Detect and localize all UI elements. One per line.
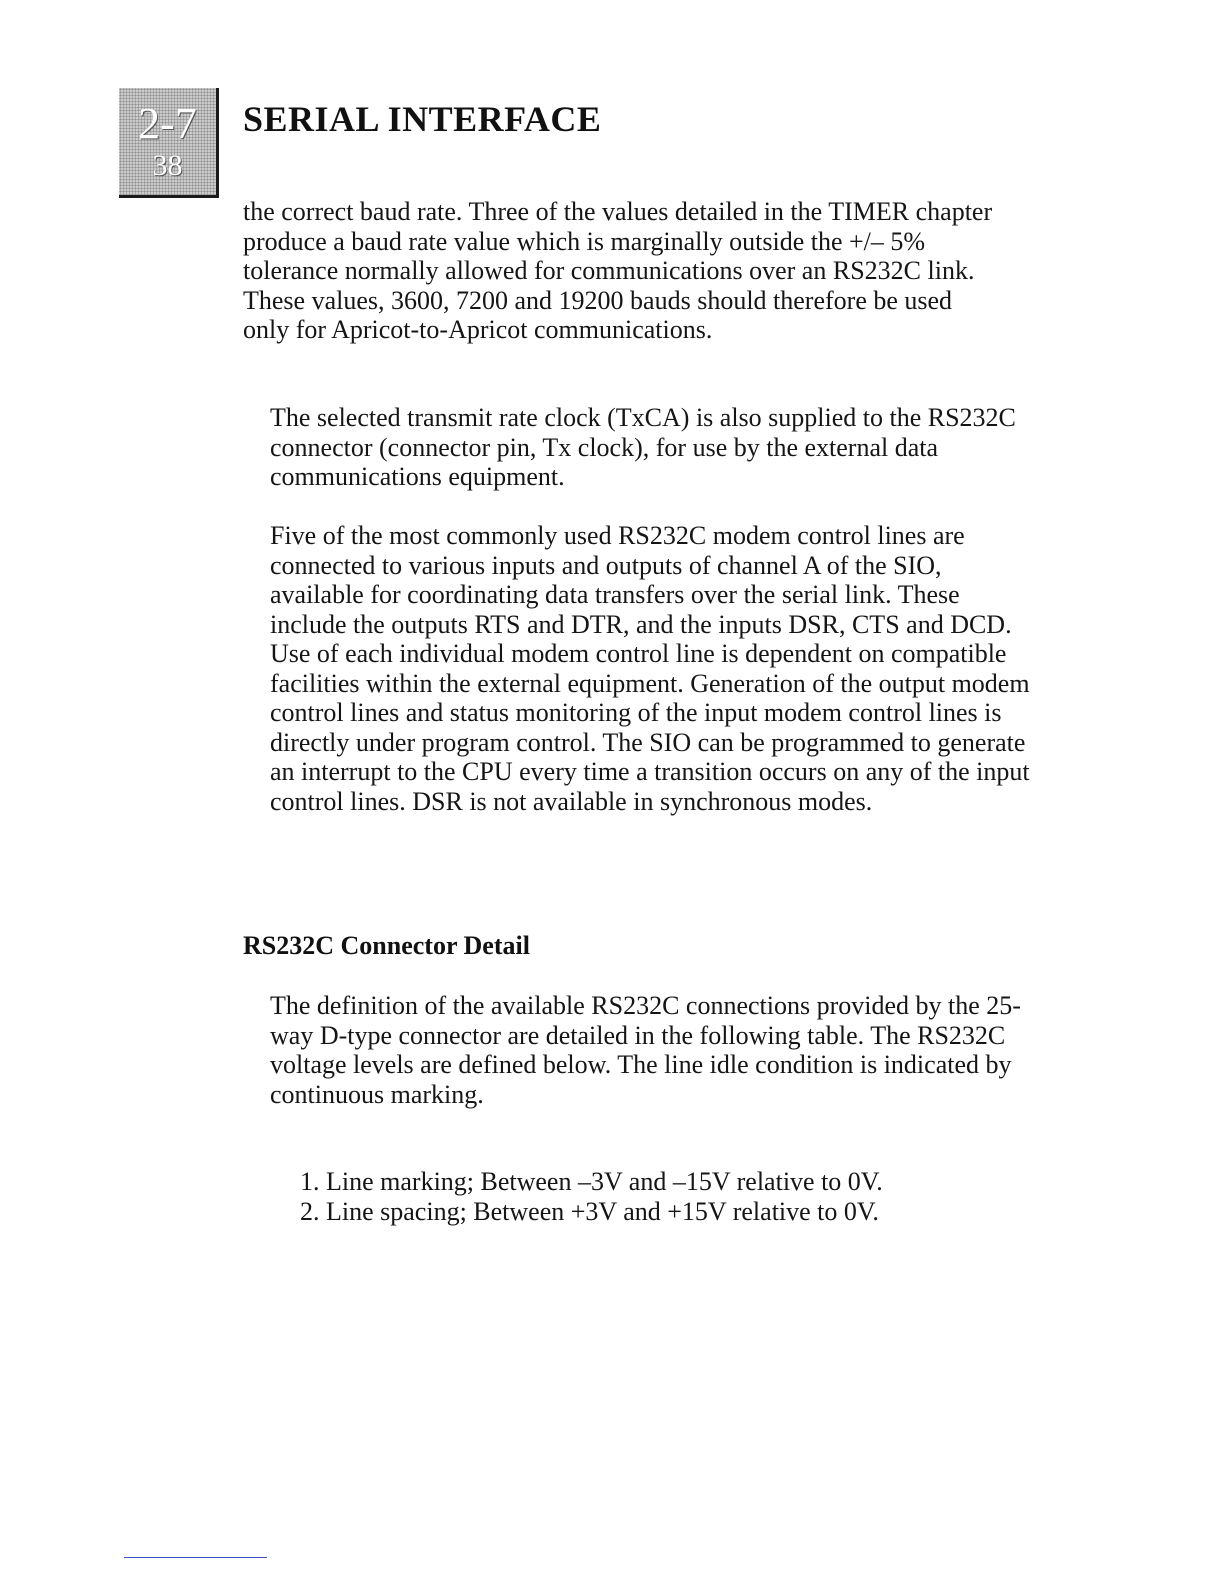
section-number: 2-7 — [138, 99, 197, 148]
voltage-levels-list — [300, 1167, 883, 1227]
footer-rule — [124, 1557, 267, 1558]
paragraph-transmit-clock: The selected transmit rate clock (TxCA) is also supplied to the RS232C connector (connector pin, Tx clock), for use by the external data communications equipment. — [270, 403, 1016, 491]
list-item-line-spacing: 2. Line spacing; Between +3V and +15V relative to 0V. — [300, 1197, 879, 1226]
section-badge — [119, 88, 219, 198]
page-number: 38 — [152, 149, 183, 182]
paragraph-baud-rate: the correct baud rate. Three of the values detailed in the TIMER chapter produce a baud rate value which is marginally outside the +/– 5% tolerance normally allowed for communications over an RS232C link. These values, 3600, 7200 and 19200 bauds should therefore be used only for Apricot-to-Apricot communications. — [243, 197, 993, 344]
list-item-line-marking: 1. Line marking; Between –3V and –15V relative to 0V. — [300, 1167, 883, 1196]
paragraph-connector-definition: The definition of the available RS232C connections provided by the 25-way D-type connector are detailed in the following table. The RS232C voltage levels are defined below. The line idle condition is indicated by continuous marking. — [270, 991, 1021, 1109]
chapter-title: SERIAL INTERFACE — [243, 99, 602, 139]
connector-detail-heading: RS232C Connector Detail — [243, 931, 530, 960]
paragraph-modem-control: Five of the most commonly used RS232C modem control lines are connected to various inputs and outputs of channel A of the SIO, available for coordinating data transfers over the serial link. These include the outputs RTS and DTR, and the inputs DSR, CTS and DCD. Use of each individual modem control line is dependent on compatible facilities within the external equipment. Generation of the output modem control lines and status monitoring of the input modem control lines is directly under program control. The SIO can be programmed to generate an interrupt to the CPU every time a transition occurs on any of the input control lines. DSR is not available in synchronous modes. — [270, 521, 1030, 816]
